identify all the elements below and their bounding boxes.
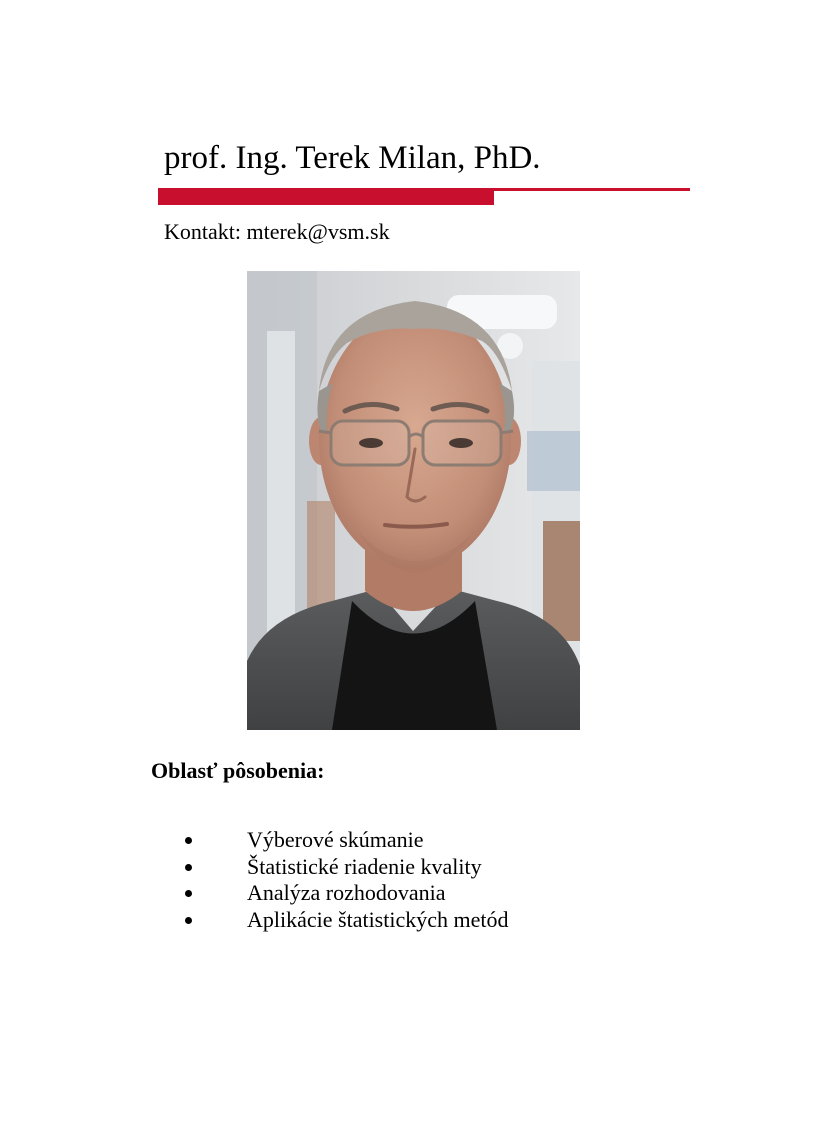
list-item-text: Analýza rozhodovania — [247, 880, 446, 905]
list-item-text: Štatistické riadenie kvality — [247, 853, 482, 879]
list-item-text: Výberové skúmanie — [247, 827, 424, 852]
contact-line: Kontakt: mterek@vsm.sk — [164, 219, 390, 244]
header-rule-thick — [158, 188, 494, 205]
list-item-text: Aplikácie štatistických metód — [247, 906, 509, 932]
bullet-icon — [185, 917, 192, 924]
page-title: prof. Ing. Terek Milan, PhD. — [164, 140, 541, 176]
portrait-photo — [247, 271, 580, 730]
bullet-icon — [185, 890, 192, 897]
bullet-icon — [185, 837, 192, 844]
areas-heading: Oblasť pôsobenia: — [151, 758, 325, 783]
bullet-icon — [185, 864, 192, 871]
